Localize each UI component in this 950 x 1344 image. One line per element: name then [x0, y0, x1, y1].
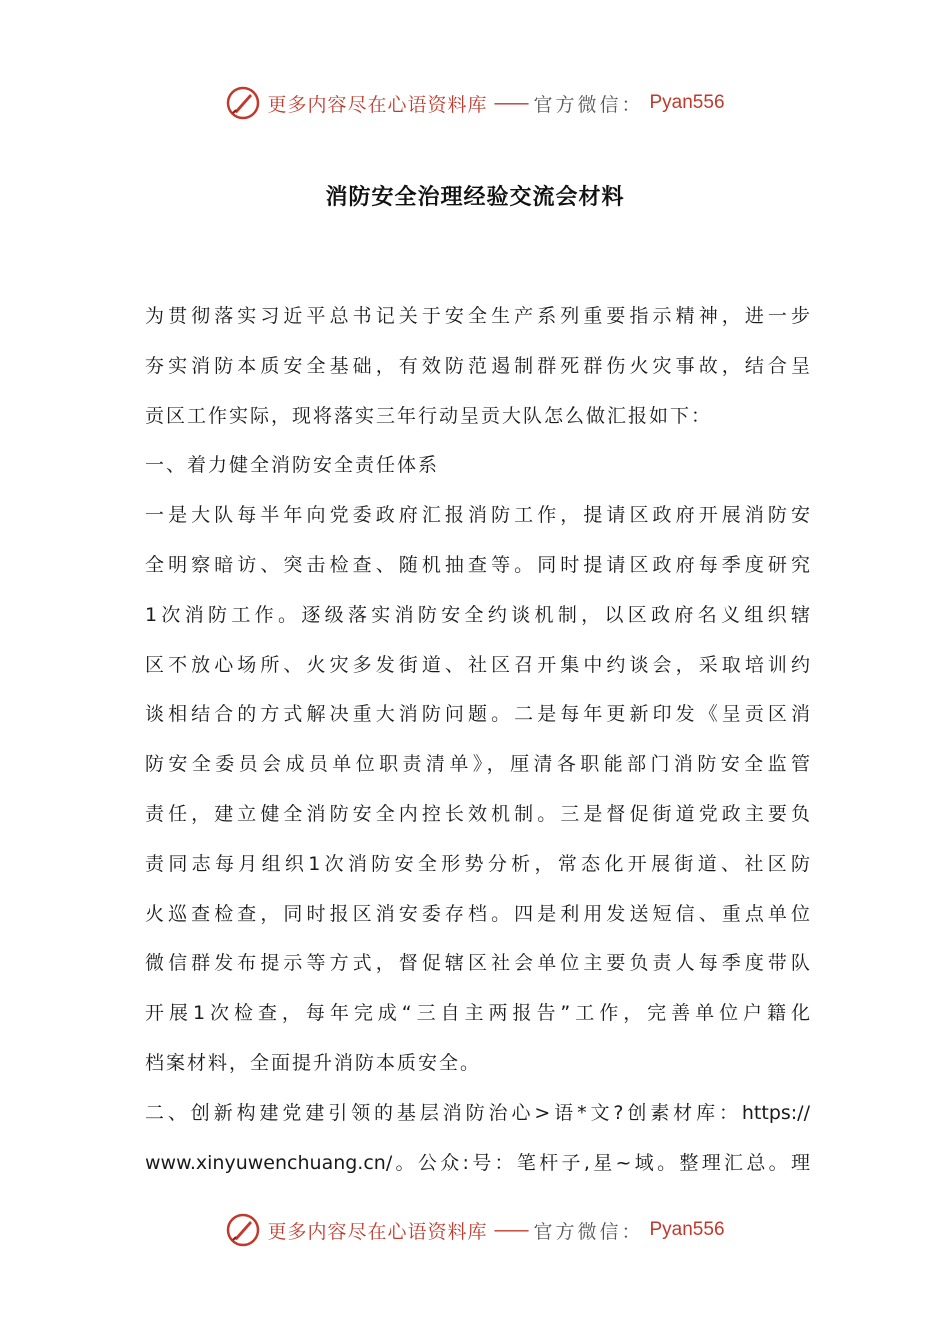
text-line: 全明察暗访、突击检查、随机抽查等。同时提请区政府每季度研究 — [145, 553, 810, 576]
document-title: 消防安全治理经验交流会材料 — [325, 185, 625, 210]
quill-pen-icon — [225, 85, 261, 121]
text-line: 贡区工作实际，现将落实三年行动呈贡大队怎么做汇报如下： — [145, 404, 713, 427]
quill-pen-icon — [225, 1212, 261, 1248]
text-line: 责同志每月组织1次消防安全形势分析，常态化开展街道、社区防 — [145, 852, 810, 875]
watermark-header — [0, 83, 950, 123]
document-body — [145, 292, 810, 1188]
text-line: 夯实消防本质安全基础，有效防范遏制群死群伤火灾事故，结合呈 — [145, 354, 810, 377]
text-line: www.xinyuwenchuang.cn/。公众:号：笔杆子,星~域。整理汇总。理 — [145, 1151, 810, 1174]
text-line: 责任，建立健全消防安全内控长效机制。三是督促街道党政主要负 — [145, 802, 810, 825]
watermark-main-text: 更多内容尽在心语资料库 — [267, 93, 488, 116]
text-line: 区不放心场所、火灾多发街道、社区召开集中约谈会，采取培训约 — [145, 653, 810, 676]
text-line: 火巡查检查，同时报区消安委存档。四是利用发送短信、重点单位 — [145, 902, 810, 925]
text-line: 为贯彻落实习近平总书记关于安全生产系列重要指示精神，进一步 — [145, 305, 810, 327]
watermark-wechat-id: Pyan556 — [649, 92, 725, 113]
text-line: 档案材料，全面提升消防本质安全。 — [145, 1051, 482, 1074]
watermark-official-label: 官方微信： — [533, 93, 644, 116]
section-heading: 一、着力健全消防安全责任体系 — [145, 454, 440, 477]
text-line: 谈相结合的方式解决重大消防问题。二是每年更新印发《呈贡区消 — [145, 703, 810, 726]
watermark-dash: —— — [493, 1219, 528, 1241]
text-line: 1次消防工作。逐级落实消防安全约谈机制，以区政府名义组织辖 — [145, 603, 810, 626]
text-line: 开展1次检查，每年完成“三自主两报告”工作，完善单位户籍化 — [145, 1002, 810, 1025]
text-line: 微信群发布提示等方式，督促辖区社会单位主要负责人每季度带队 — [145, 952, 810, 975]
text-line: 防安全委员会成员单位职责清单》，厘清各职能部门消防安全监管 — [145, 753, 810, 776]
text-line: 一是大队每半年向党委政府汇报消防工作，提请区政府开展消防安 — [145, 504, 810, 527]
watermark-wechat-id: Pyan556 — [649, 1219, 725, 1240]
watermark-dash: —— — [493, 92, 528, 114]
watermark-official-label: 官方微信： — [533, 1220, 644, 1243]
watermark-footer — [0, 1210, 950, 1250]
watermark-main-text: 更多内容尽在心语资料库 — [267, 1220, 488, 1243]
section-heading: 二、创新构建党建引领的基层消防治心>语*文?创素材库：https:// — [145, 1101, 810, 1124]
